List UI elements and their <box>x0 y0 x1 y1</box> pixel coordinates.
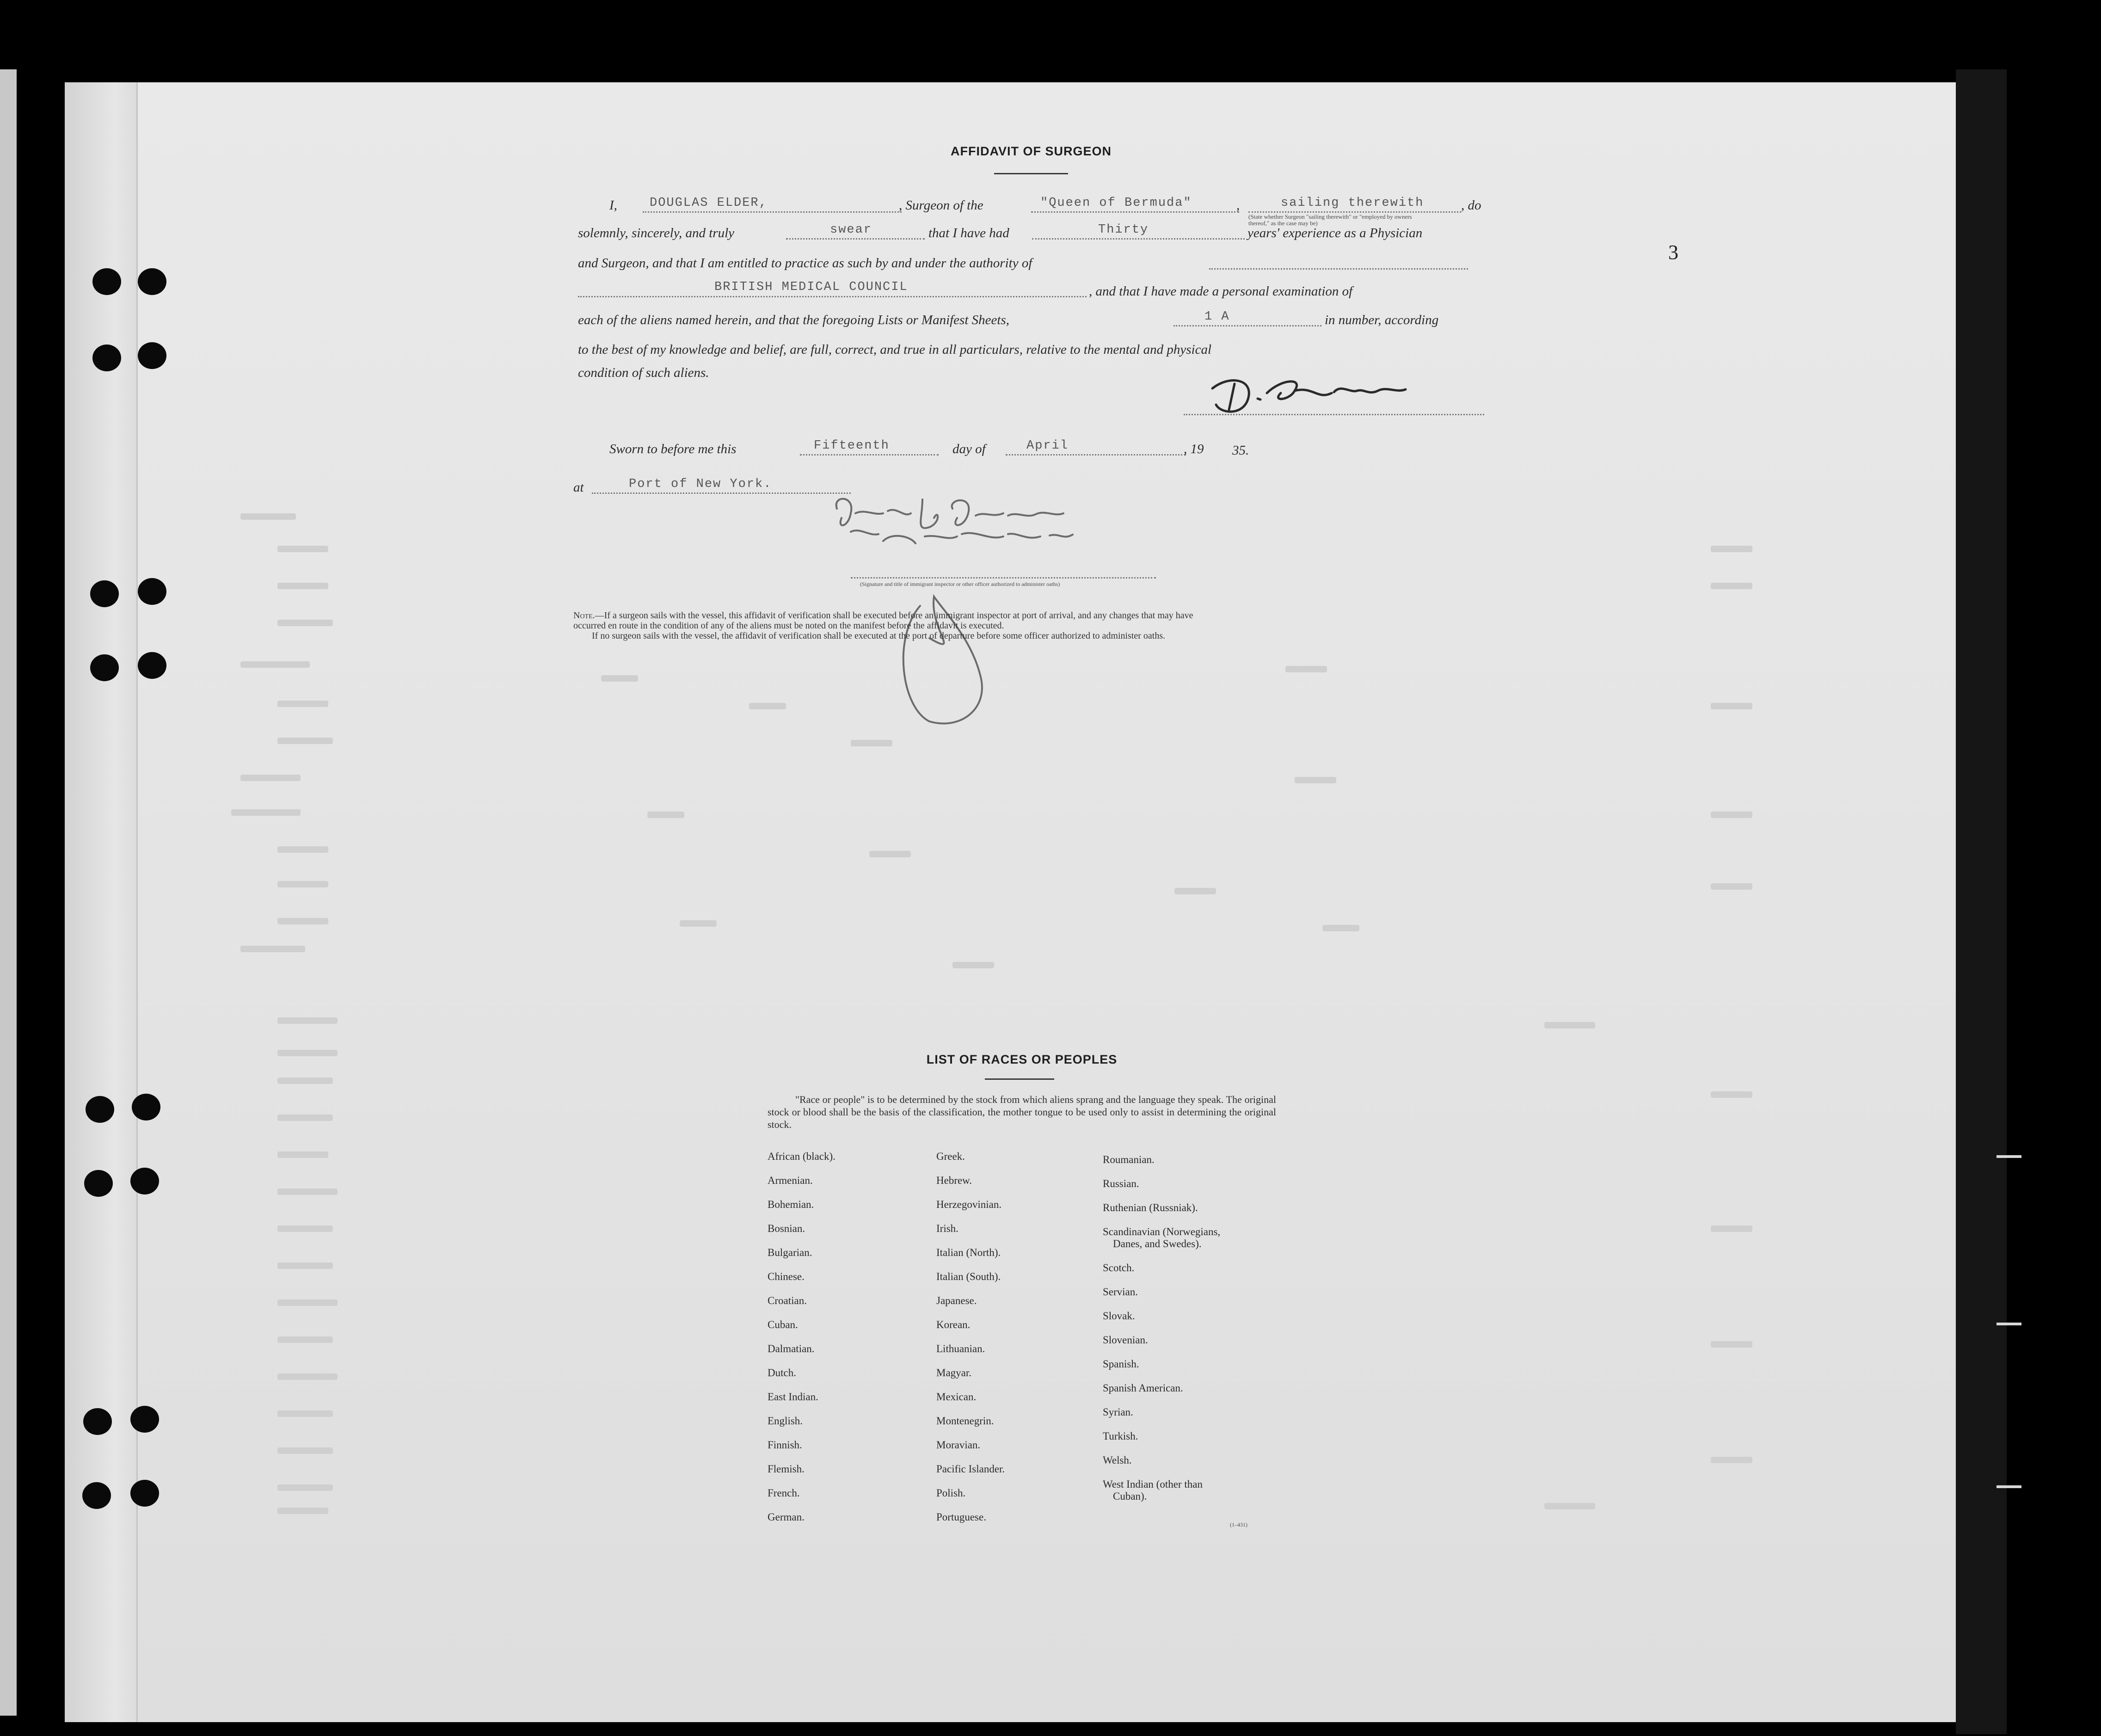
affidavit-text: day of <box>952 442 986 456</box>
affidavit-text: , <box>1236 198 1240 213</box>
surgeon-signature <box>1202 365 1461 421</box>
race-entry: Dalmatian. <box>768 1343 815 1354</box>
affidavit-text: , Surgeon of the <box>899 198 983 213</box>
officer-caption: (Signature and title of immigrant inspector or other officer authorized to administer oaths) <box>860 581 1060 587</box>
race-entry: Scandinavian (Norwegians, <box>1103 1226 1221 1237</box>
bleed-mark <box>1711 812 1752 818</box>
page-edge-shadow <box>1956 69 2007 1734</box>
affidavit-text: , 19 <box>1184 442 1204 456</box>
bleed-mark <box>277 583 328 589</box>
race-entry: West Indian (other than <box>1103 1478 1203 1490</box>
bleed-mark <box>869 851 911 857</box>
binding-margin <box>65 82 138 1722</box>
bleed-mark <box>1711 1091 1752 1098</box>
fill-line <box>1006 454 1186 456</box>
punch-hole <box>138 652 166 679</box>
race-entry: Syrian. <box>1103 1406 1133 1418</box>
bleed-mark <box>277 1447 333 1454</box>
note-label: Note. <box>573 610 595 621</box>
surgeon-name: DOUGLAS ELDER, <box>650 196 768 210</box>
sworn-month: April <box>1026 439 1069 453</box>
fill-line <box>1209 268 1468 270</box>
note-text: —If a surgeon sails with the vessel, this affidavit of verification shall be executed before an immigrant inspector at port of arrival, and any changes that may have <box>595 610 1193 621</box>
race-entry-continued: Cuban). <box>1113 1490 1147 1502</box>
bleed-mark <box>277 918 328 924</box>
manifest-sheet-count: 1 A <box>1204 310 1230 324</box>
port-name: Port of New York. <box>629 477 772 491</box>
affidavit-text: each of the aliens named herein, and that the foregoing Lists or Manifest Sheets, <box>578 313 1009 327</box>
race-entry: Italian (South). <box>936 1271 1001 1282</box>
oath-form: swear <box>830 223 872 237</box>
margin-mark <box>1997 1155 2021 1158</box>
punch-hole <box>130 1168 159 1194</box>
affidavit-text: condition of such aliens. <box>578 365 709 380</box>
bleed-mark <box>277 1050 338 1056</box>
race-entry: East Indian. <box>768 1391 818 1403</box>
bleed-mark <box>1285 666 1327 672</box>
licensing-authority: BRITISH MEDICAL COUNCIL <box>714 280 908 294</box>
bleed-mark <box>277 620 333 626</box>
race-entry: Roumanian. <box>1103 1154 1155 1165</box>
races-title: LIST OF RACES OR PEOPLES <box>926 1053 1118 1066</box>
race-entry: Lithuanian. <box>936 1343 985 1354</box>
bleed-mark <box>1711 583 1752 589</box>
race-entry: Spanish American. <box>1103 1382 1183 1394</box>
race-entry: Hebrew. <box>936 1175 972 1186</box>
affidavit-text: at <box>573 480 584 495</box>
bleed-mark <box>277 1373 338 1380</box>
race-entry: Greek. <box>936 1151 965 1162</box>
bleed-mark <box>1174 888 1216 894</box>
race-entry: Russian. <box>1103 1178 1139 1189</box>
bleed-mark <box>277 881 328 887</box>
fill-line <box>1032 238 1245 240</box>
race-entry: Bulgarian. <box>768 1247 812 1258</box>
affidavit-text: Sworn to before me this <box>609 442 737 456</box>
affidavit-text: , and that I have made a personal examination of <box>1089 284 1353 299</box>
bleed-mark <box>1711 1457 1752 1463</box>
bleed-mark <box>277 701 328 707</box>
bleed-mark <box>240 661 310 668</box>
bleed-mark <box>277 1484 333 1491</box>
title-rule <box>994 173 1068 174</box>
punch-hole <box>90 654 119 681</box>
affidavit-text: I, <box>609 198 617 213</box>
scanner-edge <box>0 69 17 1716</box>
race-entry: Bosnian. <box>768 1223 805 1234</box>
race-entry: Italian (North). <box>936 1247 1001 1258</box>
affidavit-text: that I have had <box>928 226 1009 240</box>
bleed-mark <box>231 809 301 816</box>
bleed-mark <box>1544 1022 1595 1028</box>
fill-line <box>1031 211 1239 213</box>
affidavit-title: AFFIDAVIT OF SURGEON <box>951 144 1112 158</box>
race-entry: Japanese. <box>936 1295 977 1306</box>
punch-hole <box>130 1406 159 1433</box>
form-code: (1–431) <box>1230 1521 1247 1528</box>
race-entry: Bohemian. <box>768 1199 814 1210</box>
bleed-mark <box>277 1188 338 1195</box>
bleed-mark <box>277 1017 338 1024</box>
race-entry: African (black). <box>768 1151 835 1162</box>
affidavit-text: solemnly, sincerely, and truly <box>578 226 735 240</box>
race-entry: Moravian. <box>936 1439 981 1451</box>
races-column-2 <box>936 1151 1084 1535</box>
punch-hole <box>138 578 166 605</box>
race-entry: Mexican. <box>936 1391 977 1403</box>
bleed-mark <box>240 513 296 520</box>
punch-hole <box>82 1482 111 1509</box>
status-instruction: (State whether Surgeon "sailing therewith" or "employed by owners thereof," as the case may be) <box>1248 213 1412 227</box>
bleed-mark <box>601 675 638 682</box>
signature-line <box>1184 414 1484 415</box>
note-text: If no surgeon sails with the vessel, the affidavit of verification shall be executed at the port of departure before some officer authorized to administer oaths. <box>592 631 1166 641</box>
races-intro: "Race or people" is to be determined by the stock from which aliens sprang and the language they speak. The original stock or blood shall be the basis of the classification, the mother tongue to be used only to assist in determining the original stock. <box>768 1094 1276 1130</box>
bleed-mark <box>277 1508 328 1514</box>
race-entry: English. <box>768 1415 803 1427</box>
bleed-mark <box>277 1225 333 1232</box>
fill-line <box>578 296 1087 297</box>
bleed-mark <box>1711 1341 1752 1348</box>
sworn-year: 35. <box>1232 443 1249 458</box>
race-entry: Ruthenian (Russniak). <box>1103 1202 1198 1213</box>
fill-line <box>800 454 939 456</box>
margin-mark <box>1997 1485 2021 1488</box>
races-title-rule <box>985 1078 1054 1080</box>
punch-hole <box>83 1408 112 1435</box>
margin-mark <box>1997 1323 2021 1325</box>
race-entry-continued: Danes, and Swedes). <box>1113 1238 1202 1250</box>
affidavit-text: to the best of my knowledge and belief, are full, correct, and true in all particulars, relative to the mental and physical <box>578 342 1212 357</box>
bleed-mark <box>680 920 717 927</box>
bleed-mark <box>1711 883 1752 890</box>
vessel-name: "Queen of Bermuda" <box>1040 196 1192 210</box>
race-entry: German. <box>768 1511 805 1523</box>
fill-line <box>1173 325 1321 326</box>
punch-hole <box>84 1170 113 1197</box>
years-experience: Thirty <box>1098 223 1149 237</box>
race-entry: Chinese. <box>768 1271 805 1282</box>
race-entry: Korean. <box>936 1319 971 1330</box>
race-entry: Polish. <box>936 1487 966 1499</box>
race-entry: Servian. <box>1103 1286 1138 1298</box>
punch-hole <box>90 580 119 607</box>
race-entry: Magyar. <box>936 1367 972 1379</box>
bleed-mark <box>1711 546 1752 552</box>
race-entry: Irish. <box>936 1223 958 1234</box>
officer-signature-line <box>851 577 1156 579</box>
affidavit-note <box>573 610 1480 621</box>
races-column-3 <box>1103 1154 1297 1502</box>
race-entry: Dutch. <box>768 1367 796 1379</box>
bleed-mark <box>277 738 333 744</box>
bleed-mark <box>952 962 994 968</box>
bleed-mark <box>647 812 684 818</box>
bleed-mark <box>277 1114 333 1121</box>
affidavit-text: , do <box>1461 198 1481 213</box>
race-entry: Pacific Islander. <box>936 1463 1005 1475</box>
note-text: occurred en route in the condition of any of the aliens must be noted on the manifest before the affidavit is executed. <box>573 621 1004 631</box>
punch-hole <box>138 268 166 295</box>
bleed-mark <box>240 775 301 781</box>
affidavit-text: years' experience as a Physician <box>1247 226 1423 240</box>
race-entry: Finnish. <box>768 1439 802 1451</box>
punch-hole <box>138 342 166 369</box>
race-entry: Slovenian. <box>1103 1334 1148 1346</box>
punch-hole <box>132 1094 160 1120</box>
bleed-mark <box>277 1151 328 1158</box>
bleed-mark <box>277 846 328 853</box>
bleed-mark <box>277 1410 333 1417</box>
race-entry: Croatian. <box>768 1295 807 1306</box>
fill-line <box>643 211 902 213</box>
race-entry: Welsh. <box>1103 1454 1132 1466</box>
bleed-mark <box>277 1262 333 1269</box>
race-entry: Armenian. <box>768 1175 813 1186</box>
fill-line <box>592 492 851 494</box>
bleed-mark <box>277 1336 333 1343</box>
fill-line <box>1248 211 1461 213</box>
fill-line <box>786 238 925 240</box>
bleed-mark <box>240 946 305 952</box>
punch-hole <box>130 1480 159 1507</box>
punch-hole <box>92 268 121 295</box>
race-entry: Flemish. <box>768 1463 805 1475</box>
race-entry: Cuban. <box>768 1319 798 1330</box>
race-entry: Montenegrin. <box>936 1415 994 1427</box>
race-entry: Herzegovinian. <box>936 1199 1002 1210</box>
race-entry: Scotch. <box>1103 1262 1135 1274</box>
race-entry: Turkish. <box>1103 1430 1138 1442</box>
bleed-mark <box>1711 1225 1752 1232</box>
bleed-mark <box>1544 1503 1595 1509</box>
race-entry: Spanish. <box>1103 1358 1139 1370</box>
affidavit-text: and Surgeon, and that I am entitled to practice as such by and under the authority of <box>578 256 1032 271</box>
bleed-mark <box>1322 925 1359 931</box>
races-column-1 <box>768 1151 915 1535</box>
punch-hole <box>92 345 121 371</box>
affidavit-text: in number, according <box>1325 313 1439 327</box>
page-number: 3 <box>1668 241 1678 264</box>
bleed-mark <box>1711 703 1752 709</box>
sworn-day: Fifteenth <box>814 439 890 453</box>
race-entry: French. <box>768 1487 800 1499</box>
bleed-mark <box>277 1077 333 1084</box>
bleed-mark <box>749 703 786 709</box>
punch-hole <box>86 1096 114 1123</box>
race-entry: Portuguese. <box>936 1511 986 1523</box>
bleed-mark <box>277 1299 338 1306</box>
bleed-mark <box>851 740 892 746</box>
race-entry: Slovak. <box>1103 1310 1135 1322</box>
bleed-mark <box>277 546 328 552</box>
bleed-mark <box>1295 777 1336 783</box>
surgeon-status: sailing therewith <box>1281 196 1424 210</box>
